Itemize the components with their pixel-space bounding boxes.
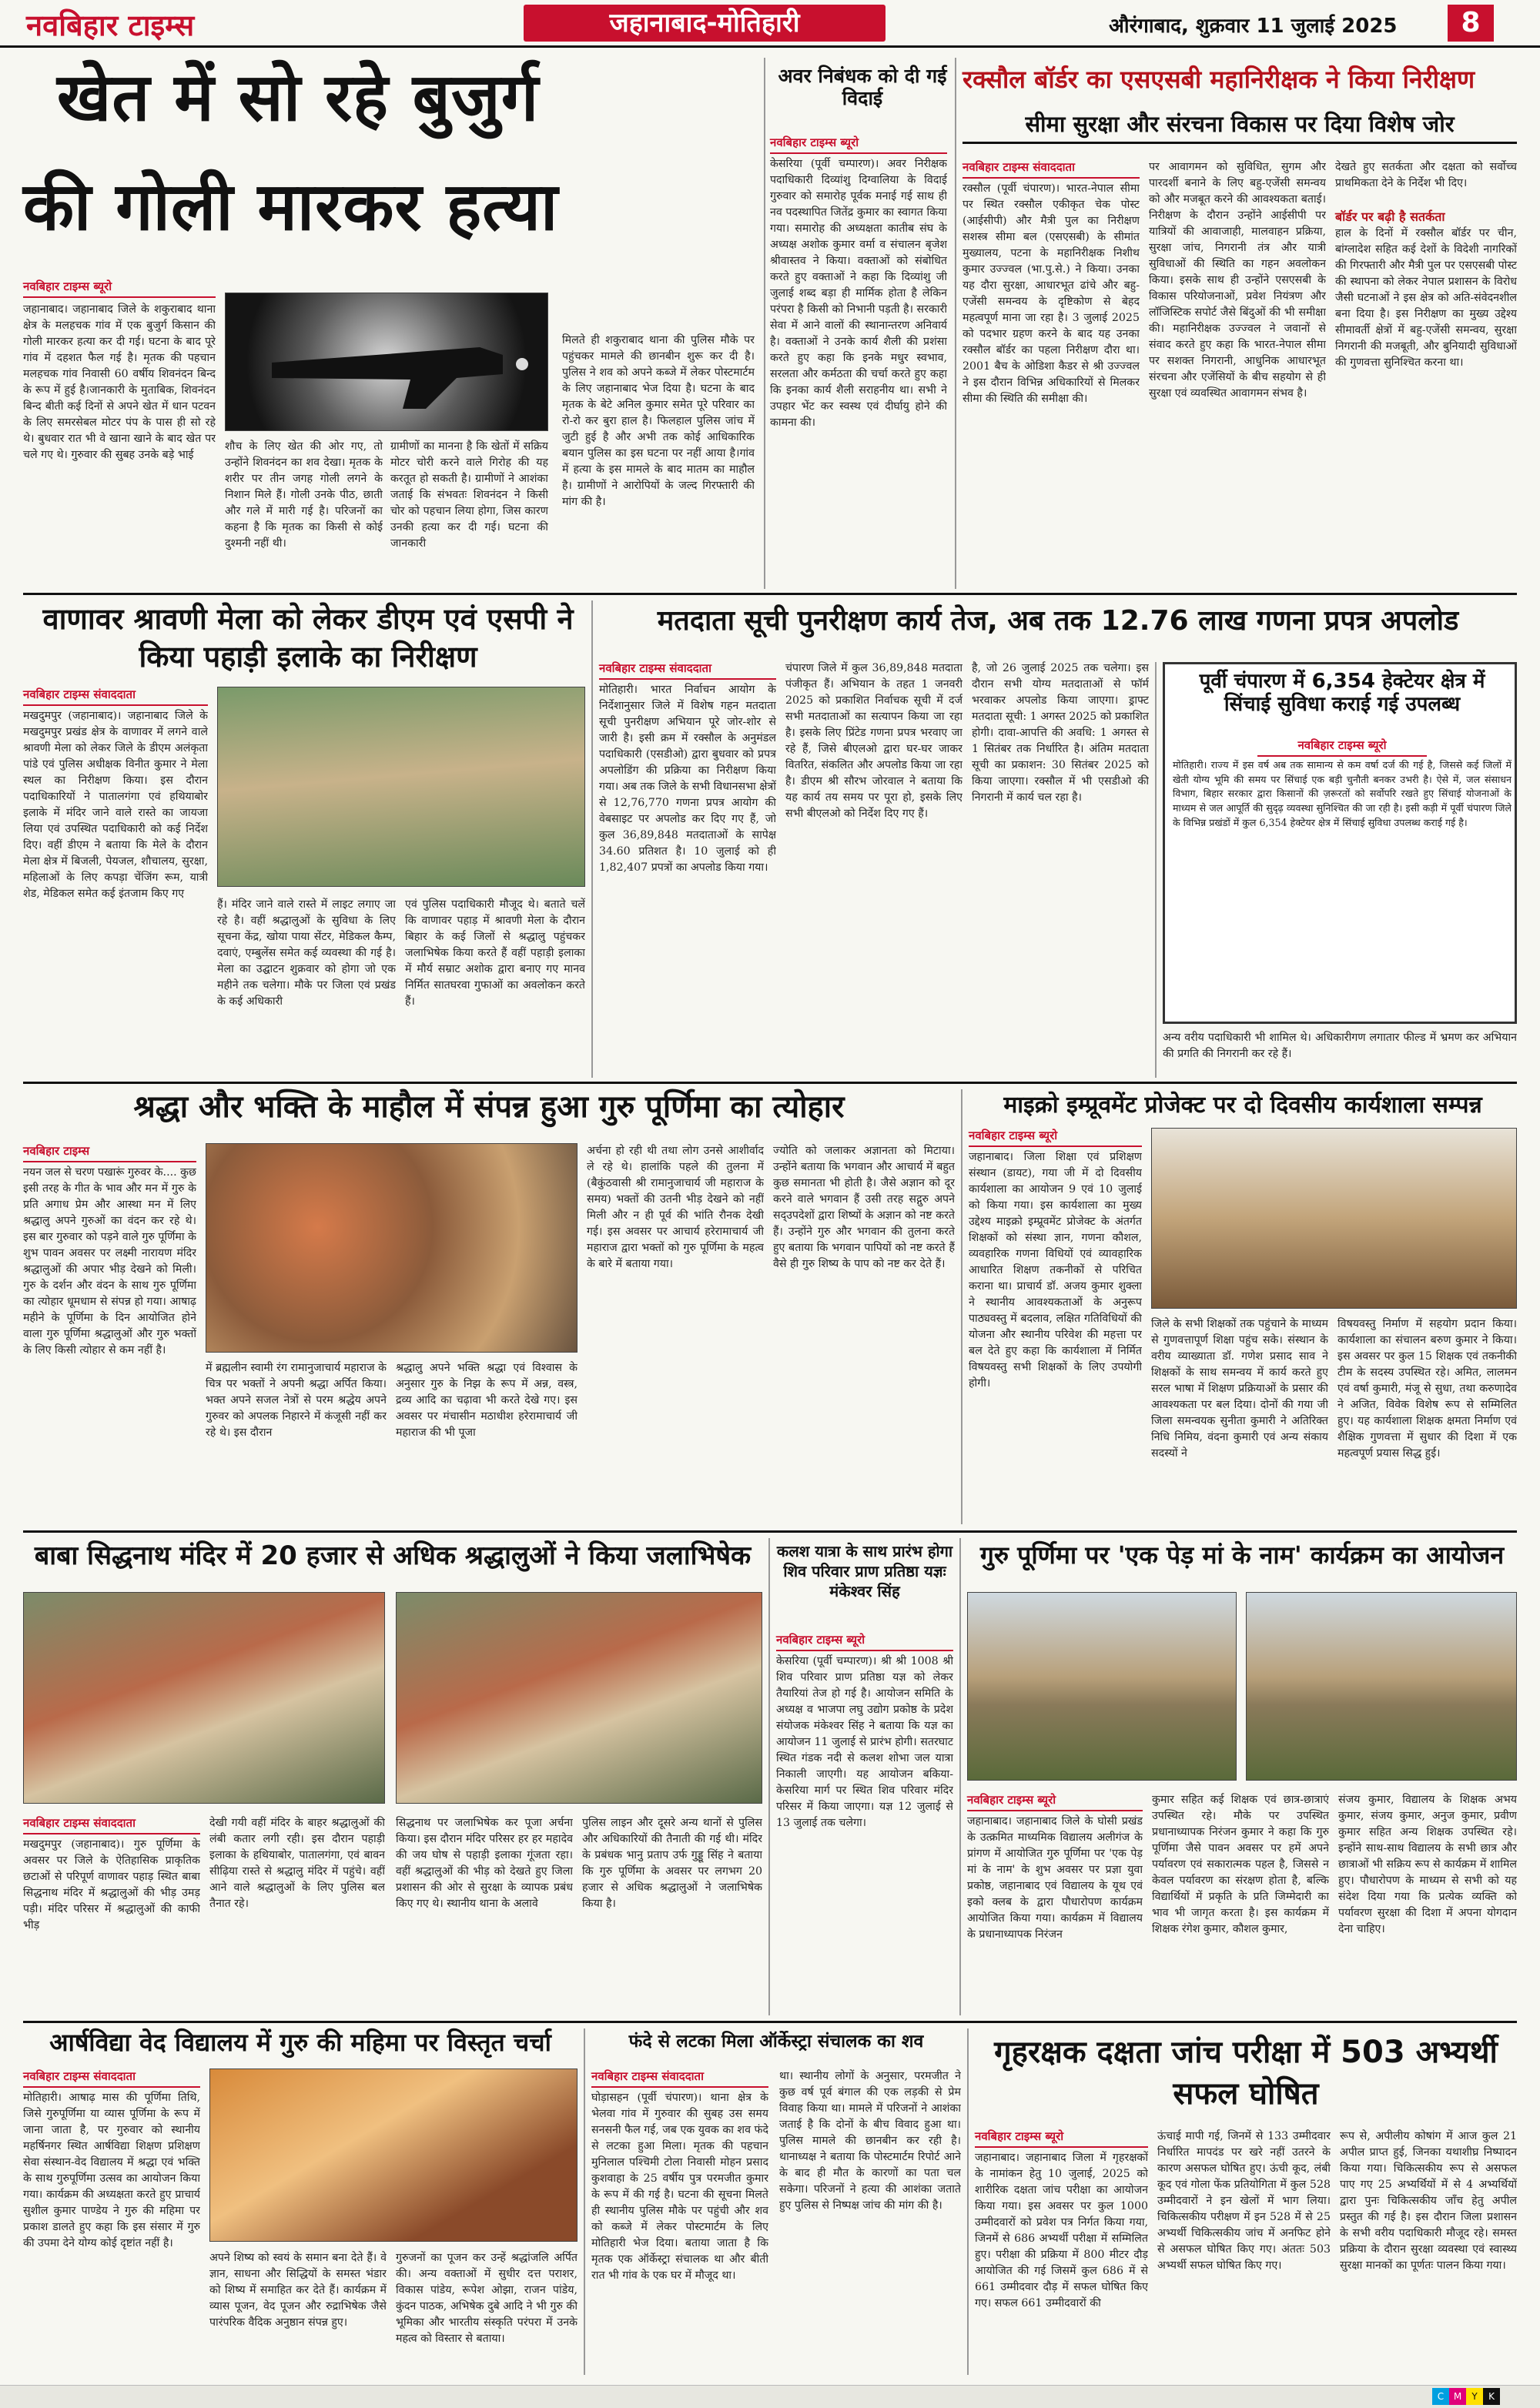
- story-mela: [23, 600, 585, 1078]
- column-divider: [591, 600, 593, 1078]
- registration-marks: [1432, 2388, 1517, 2405]
- story-homeguard: [975, 2028, 1517, 2375]
- story-voterlist-headline: मतदाता सूची पुनरीक्षण कार्य तेज, अब तक 12.76 लाख गणना प्रपत्र अपलोड: [657, 605, 1459, 637]
- dateline: औरंगाबाद, शुक्रवार 11 जुलाई 2025: [1109, 15, 1398, 38]
- story-guru-purnima-col4: अर्चना हो रही थी तथा लोग उनसे आशीर्वाद ले रहे थे। हालांकि पहले की तुलना में (बैकुंठवासी श्री रामानुजाचार्य जी महाराज के समय) भक्तों की उतनी भीड़ देखने को नहीं मिली और न ही पूर्व की भांति रौनक देखी गई। इस अवसर पर आचार्य हरेरामाचार्य जी महाराज द्वारा भक्तों को गुरु पूर्णिमा के महत्व के बारे में बताया गया।: [587, 1145, 764, 1271]
- story-murder: [23, 54, 762, 589]
- story-ved-vidyalaya-col3: गुरुजनों का पूजन कर उन्हें श्रद्धांजलि अर्पित की। अन्य वक्ताओं में सुधीर दत्त पराशर, विकास पांडेय, रूपेश ओझा, राजन पांडेय, कुंदन पाठक, अभिषेक दुबे आदि ने भी गुरु की भूमिका और भारतीय संस्कृति परंपरा में उनके महत्व को विस्तार से बताया।: [396, 2252, 578, 2346]
- story-irrigation-byline: नवबिहार टाइम्स ब्यूरो: [1257, 737, 1427, 757]
- story-tree-plantation-col1: जहानाबाद। जहानाबाद जिले के घोसी प्रखंड के उत्क्रमित माध्यमिक विद्यालय अलीगंज के प्रांगण में आयोजित गुरु पूर्णिमा पर 'एक पेड़ मां के नाम' के शुभ अवसर पर प्रज्ञा युवा प्रकोष्ठ, जहानाबाद एवं विद्यालय के यूथ एवं इको क्लब के द्वारा पौधारोपण कार्यक्रम आयोजित किया गया। कार्यक्रम में विद्यालय के प्रधानाध्यापक निरंजन: [967, 1815, 1143, 1941]
- story-homeguard-col1: जहानाबाद। जहानाबाद जिला में गृहरक्षकों के नामांकन हेतु 10 जुलाई, 2025 को शारीरिक दक्षता जांच परीक्षा का आयोजन किया गया। इस अवसर पर कुल 1000 उम्मीदवारों को प्रवेश पत्र निर्गत किया गया, जिनमें से 686 अभ्यर्थी परीक्षा में सम्मिलित हुए। परीक्षा की प्रक्रिया में 800 मीटर दौड़ आयोजित की गई जिसमें कुल 686 में से 661 उम्मीदवार दौड़ में सफल घोषित किए गए। सफल 661 उम्मीदवारों की: [975, 2152, 1148, 2310]
- story-yagya-headline: कलश यात्रा के साथ प्रारंभ होगा शिव परिवार प्राण प्रतिष्ठा यज्ञः मंकेश्वर सिंह: [776, 1542, 953, 1600]
- story-voterlist-byline: नवबिहार टाइम्स संवाददाता: [599, 661, 776, 680]
- story-siddhnath-col4: पुलिस लाइन और दूसरे अन्य थानों से पुलिस और अधिकारियों की तैनाती की गई थी। मंदिर के प्रबंधक भानु प्रताप उर्फ गुड्डू सिंह ने बताया कि गुरु पूर्णिमा के अवसर पर लगभग 20 हजार से अधिक श्रद्धालुओं ने जलाभिषेक किया है।: [582, 1817, 762, 1911]
- story-guru-purnima-headline: श्रद्धा और भक्ति के माहौल में संपन्न हुआ गुरु पूर्णिमा का त्योहार: [133, 1089, 845, 1125]
- story-mela-byline: नवबिहार टाइम्स संवाददाता: [23, 687, 208, 706]
- story-ved-vidyalaya-col1: मोतिहारी। आषाढ़ मास की पूर्णिमा तिथि, जिसे गुरुपूर्णिमा या व्यास पूर्णिमा के रूप में जाना जाता है, पर गुरुवार को स्थानीय महर्षिनगर स्थित आर्षविद्या शिक्षण प्रशिक्षण सेवा संस्थान-वेद विद्यालय में श्रद्धा एवं भक्ति के साथ गुरुपूर्णिमा उत्सव का आयोजन किया गया। कार्यक्रम की अध्यक्षता करते हुए प्राचार्य सुशील कुमार पाण्डेय ने गुरु की महिमा पर प्रकाश डालते हुए कहा कि इस संसार में गुरु की उपमा देने योग्य कोई दृष्टांत नहीं है।: [23, 2092, 200, 2250]
- story-murder-byline: नवबिहार टाइम्स ब्यूरो: [23, 279, 216, 298]
- story-guru-purnima-col5: ज्योति को जलाकर अज्ञानता को मिटाया। उन्होंने बताया कि भगवान और आचार्य में बहुत कुछ समानता भी होती है। जैसे अज्ञान को दूर करने वाले भगवान हैं उसी तरह सद्गुरु अपने सद्उपदेशों द्वारा शिष्यों के अज्ञान को नष्ट करते हैं। उन्होंने गुरु और भगवान की तुलना करते हुए बताया कि भगवान पापियों को नष्ट करते हैं वैसे ही गुरु शिष्य के पाप को नष्ट कर देते हैं।: [773, 1145, 955, 1271]
- story-homeguard-headline: गृहरक्षक दक्षता जांच परीक्षा में 503 अभ्यर्थी सफल घोषित: [994, 2035, 1498, 2112]
- story-mela-col2: हैं। मंदिर जाने वाले रास्ते में लाइट लगाए जा रहे है। वहीं श्रद्धालुओं के सुविधा के लिए सूचना केंद्र, खोया पाया सेंटर, मेडिकल कैम्प, दवाएं, एम्बुलेंस समेत कई व्यवस्था की गई है। मेला का उद्घाटन शुक्रवार को होगा जो एक महीने तक चलेगा। मौके पर जिला एवं प्रखंड के कई अधिकारी: [217, 898, 396, 1008]
- story-siddhnath-col2: देखी गयी वहीं मंदिर के बाहर श्रद्धालुओं की लंबी कतार लगी रही। इस दौरान पहाड़ी इलाका के हथियाबोर, पातालगंगा, एवं बावन सीढ़िया रास्ते से श्रद्धालु मंदिर में पहुंचे। वहीं आने वाले श्रद्धालुओं के लिए पुलिस बल तैनात रहे।: [209, 1817, 385, 1911]
- story-orchestra-headline: फंदे से लटका मिला ऑर्केस्ट्रा संचालक का शव: [628, 2032, 924, 2052]
- column-divider: [1155, 662, 1157, 1078]
- yellow-mark: Y: [1466, 2388, 1483, 2405]
- section-rule: [23, 1530, 1517, 1533]
- story-tree-plantation-col3: संजय कुमार, विद्यालय के शिक्षक अभय कुमार, संजय कुमार, अनुज कुमार, प्रवीण कुमार सहित अन्य शिक्षक उपस्थित रहे। इन्होंने साथ-साथ विद्यालय के सभी छात्र और छात्राओं भी सक्रिय रूप से कार्यक्रम में शामिल हुए। पौधारोपण के माध्यम से सभी को यह संदेश दिया गया कि प्रत्येक व्यक्ति को पर्यावरण सुरक्षा की दिशा में अपना योगदान देना चाहिए।: [1338, 1794, 1517, 1936]
- story-murder-headline-1: खेत में सो रहे बुजुर्ग: [57, 59, 540, 136]
- section-banner: जहानाबाद-मोतिहारी: [524, 5, 886, 42]
- column-divider: [768, 1538, 770, 2015]
- cyan-mark: C: [1432, 2388, 1449, 2405]
- story-siddhnath-col3: सिद्धनाथ पर जलाभिषेक कर पूजा अर्चना किया। इस दौरान मंदिर परिसर हर हर महादेव की जय घोष से पहाड़ी इलाका गूंजता रहा। वहीं श्रद्धालुओं की भीड़ को देखते हुए जिला प्रशासन की ओर से सुरक्षा के व्यापक प्रबंध किए गए थे। स्थानीय थाना के अलावे: [396, 1817, 573, 1911]
- temple-photo-1: [23, 1592, 385, 1804]
- story-tree-plantation-byline: नवबिहार टाइम्स ब्यूरो: [967, 1792, 1143, 1811]
- story-yagya-byline: नवबिहार टाइम्स ब्यूरो: [776, 1632, 953, 1651]
- temple-photo-2: [396, 1592, 762, 1804]
- story-yagya-text: केसरिया (पूर्वी चम्पारण)। श्री श्री 1008 श्री शिव परिवार प्राण प्रतिष्ठा यज्ञ को लेकर तैयारियां तेज हो गई है। आयोजन समिति के अध्यक्ष व भाजपा लघु उद्योग प्रकोष्ठ के प्रदेश संयोजक मंकेश्वर सिंह ने बताया कि यज्ञ का आयोजन 11 जुलाई से प्रारंभ होगी। सतरघाट स्थित गंडक नदी से कलश शोभा जल यात्रा निकाली जाएगी। यह आयोजन बकिया-केसरिया मार्ग पर स्थित शिव परिवार मंदिर परिसर में किया जाएगा। यज्ञ 12 जुलाई से 13 जुलाई तक चलेगा।: [776, 1655, 953, 1830]
- column-divider: [584, 2028, 585, 2375]
- story-tree-plantation: [967, 1538, 1517, 2015]
- story-voterlist-col3: है, जो 26 जुलाई 2025 तक चलेगा। इस दौरान सभी योग्य मतदाताओं से फॉर्म भरवाकर अपलोड किया जाएगा। ड्राफ्ट मतदाता सूची: 1 अगस्त 2025 को प्रकाशित होगी। दावा-आपत्ति की अवधि: 1 अगस्त से 1 सितंबर तक निर्धारित है। अंतिम मतदाता सूची का प्रकाशन: 30 सितंबर 2025 को किया जाएगा। रक्सौल में भी एसडीओ की निगरानी में कार्य चल रहा है।: [972, 662, 1149, 804]
- section-rule: [23, 593, 1517, 595]
- story-ssb-col2: पर आवागमन को सुविधित, सुगम और पारदर्शी बनाने के लिए बहु-एजेंसी समन्वय को और मजबूत करने की आवश्यकता बताई। निरीक्षण के दौरान उन्होंने आईसीपी पर यात्रियों की आवाजाही, मालवाहन प्रक्रिया, सुरक्षा जांच, निगरानी तंत्र और यात्री सुविधाओं की स्थिति का गहन अवलोकन किया। इसके साथ ही उन्होंने एसएसबी के विकास परियोजनाओं, प्रवेश नियंत्रण और लॉजिस्टिक सपोर्ट जैसे बिंदुओं की भी समीक्षा की। महानिरीक्षक उज्ज्वल ने जवानों से संवाद करते हुए कहा कि भारत-नेपाल सीमा पर सशक्त निगरानी, आधुनिक आधारभूत संरचना और एजेंसियों के बीच सहयोग से ही सुरक्षा एवं व्यवस्थित आवागमन संभव है।: [1149, 161, 1326, 400]
- story-siddhnath: [23, 1538, 762, 2015]
- page-number: 8: [1448, 5, 1494, 42]
- story-orchestra-col2: था। स्थानीय लोगों के अनुसार, परमजीत ने कुछ वर्ष पूर्व बंगाल की एक लड़की से प्रेम विवाह किया था। मामले में परिजनों ने आशंका जताई है कि दोनों के बीच विवाद हुआ था। पुलिस मामले की छानबीन कर रही है। थानाध्यक्ष ने बताया कि पोस्टमार्टम रिपोर्ट आने के बाद ही मौत के कारणों का पता चल सकेगा। परिजनों ने हत्या की आशंका जताते हुए पुलिस से निष्पक्ष जांच की मांग की है।: [779, 2070, 961, 2212]
- story-mela-col1: मखदुमपुर (जहानाबाद)। जहानाबाद जिले के मखदुमपुर प्रखंड क्षेत्र के वाणावर में लगने वाले श्रावणी मेला को लेकर जिले के डीएम अलंकृता पांडे एवं पुलिस अधीक्षक विनीत कुमार ने मेला स्थल का निरीक्षण किया। इस दौरान पदाधिकारियों ने पातालगंगा एवं हथियाबोर इलाके में मंदिर जाने वाले रास्ते का जायजा लिया एवं उपस्थित पदाधिकारी को कई निर्देश दिए। वहीं डीएम ने बताया कि मेले के दौरान मेला क्षेत्र में बिजली, पेयजल, शौचालय, सुरक्षा, महिलाओं के लिए कपड़ा चेंजिंग रूम, यात्री शेड, मेडिकल समेत कई इंतजाम किए गए: [23, 710, 208, 901]
- column-divider: [764, 58, 765, 589]
- story-irrigation-text: मोतिहारी। राज्य में इस वर्ष अब तक सामान्य से कम वर्षा दर्ज की गई है, जिससे कई जिलों में खेती योग्य भूमि की समय पर सिंचाई एक बड़ी चुनौती बनकर उभरी है। ऐसे में, जल संसाधन विभाग, बिहार सरकार द्वारा किसानों की ज़रूरतों को सर्वोपरि रखते हुए सिंचाई योजनाओं के माध्यम से जल आपूर्ति की सुदृढ़ व्यवस्था सुनिश्चित की जा रही है। इसी कड़ी में पूर्वी चंपारण जिले के विभिन्न प्रखंडों में कुल 6,354 हेक्टेयर क्षेत्र में सिंचाई सुविधा उपलब्ध कराई गई है।: [1173, 759, 1512, 828]
- story-murder-col2: शौच के लिए खेत की ओर गए, तो उन्होंने शिवनंदन का शव देखा। मृतक के शरीर पर तीन जगह गोली लगने के निशान मिले हैं। गोली उनके पीठ, छाती और गले में मारी गई है। परिजनों का कहना है कि मृतक का किसी से कोई दुश्मनी नहीं थी।: [225, 440, 383, 550]
- story-siddhnath-byline: नवबिहार टाइम्स संवाददाता: [23, 1815, 200, 1834]
- story-guru-purnima-col2: में ब्रह्मलीन स्वामी रंग रामानुजाचार्य महाराज के चित्र पर भक्तों ने अपनी श्रद्धा अर्पित किया। भक्त अपने सजल नेत्रों से परम श्रद्धेय अपने गुरुवर को अपलक निहारने में कंजूसी नहीं कर रहे थे। इस दौरान: [206, 1362, 387, 1440]
- paper-name: नवबिहार टाइम्स: [26, 8, 195, 42]
- story-workshop-col3: विषयवस्तु निर्माण में सहयोग प्रदान किया। कार्यशाला का संचालन बरुण कुमार ने किया। इस अवसर पर कुल 15 शिक्षक एवं तकनीकी टीम के सदस्य उपस्थित रहे। अमित, लालमन एवं वर्षा कुमारी, मंजू से सुधा, तथा करुणादेव ने अजित, विवेक विशेष रूप से सम्मिलित हुए। यह कार्यशाला शिक्षक क्षमता निर्माण एवं शैक्षिक गुणवत्ता में सुधार की दिशा में एक महत्वपूर्ण प्रयास सिद्ध हुई।: [1337, 1318, 1517, 1460]
- story-workshop-col2: जिले के सभी शिक्षकों तक पहुंचाने के माध्यम से गुणवत्तापूर्ण शिक्षा पहुंच सके। संस्थान के वरीय व्याख्याता डॉ. गणेश प्रसाद साव ने शिक्षकों के साथ समन्वय में कार्य करते हुए सरल भाषा में शिक्षण प्रक्रियाओं के प्रसार की आवश्यकता पर बल दिया। दोनों की गया जी जिला समन्वयक सुनीता कुमारी ने अतिरिक्त निधि निमिय, वंदना कुमारी एवं अन्य संकाय सदस्यों ने: [1151, 1318, 1328, 1460]
- story-mela-headline: वाणावर श्रावणी मेला को लेकर डीएम एवं एसपी ने किया पहाड़ी इलाके का निरीक्षण: [42, 602, 574, 674]
- gun-illustration-icon: [226, 293, 548, 431]
- story-ved-vidyalaya-byline: नवबिहार टाइम्स संवाददाता: [23, 2069, 200, 2088]
- story-orchestra-col1: घोड़ासहन (पूर्वी चंपारण)। थाना क्षेत्र के भेलवा गांव में गुरुवार की सुबह उस समय सनसनी फैल गई, जब एक युवक का शव फंदे से लटका हुआ मिला। मृतक की पहचान मुनिलाल पश्चिमी टोला निवासी मोहन प्रसाद कुशवाहा के 25 वर्षीय पुत्र परमजीत कुमार के रूप में की गई है। घटना की सूचना मिलते ही स्थानीय पुलिस मौके पर पहुंची और शव को कब्जे में लेकर पोस्टमार्टम के लिए मोतिहारी भेज दिया। बताया जाता है कि मृतक एक ऑर्केस्ट्रा संचालक था और बीती रात भी गांव के एक घर में मौजूद था।: [591, 2092, 768, 2283]
- story-workshop-headline: माइक्रो इम्प्रूवमेंट प्रोजेक्ट पर दो दिवसीय कार्यशाला सम्पन्न: [1003, 1092, 1482, 1119]
- story-homeguard-col2: ऊंचाई मापी गई, जिनमें से 133 उम्मीदवार निर्धारित मापदंड पर खरे नहीं उतरने के कारण असफल घोषित हुए। ऊंची कूद, लंबी कूद एवं गोला फेंक प्रतियोगिता में कुल 528 उम्मीदवारों ने इन खेलों में भाग लिया। चिकित्सकीय परीक्षण में इन 528 में से 25 अभ्यर्थी चिकित्सकीय जांच में अनफिट होने से असफल घोषित किए गए। अंततः 503 अभ्यर्थी सफल घोषित किए गए।: [1157, 2130, 1331, 2273]
- story-workshop-byline: नवबिहार टाइम्स ब्यूरो: [969, 1128, 1142, 1147]
- story-mela-col3: एवं पुलिस पदाधिकारी मौजूद थे। बताते चलें कि वाणावर पहाड़ में श्रावणी मेला के दौरान बिहार के कई जिलों से श्रद्धालु पहुंचकर जलाभिषेक किया करते हैं वहीं पहाड़ी इलाका में मौर्य सम्राट अशोक द्वारा बनाए गए मानव निर्मित सातघरवा गुफाओं का अवलोकन करते हैं।: [405, 898, 585, 1008]
- guru-purnima-crowd-photo: [206, 1143, 578, 1353]
- story-ssb-col3b: हाल के दिनों में रक्सौल बॉर्डर पर चीन, बांग्लादेश सहित कई देशों के विदेशी नागरिकों की गिरफ्तारी और मैत्री पुल पर एसएसबी पोस्ट की स्थापना को लेकर नेपाल प्रशासन के विरोध जैसी घटनाओं ने इस क्षेत्र को अति-संवेदनशील बना दिया है। इस निरीक्षण का मुख्य उद्देश्य सीमावर्ती क्षेत्रों में बहु-एजेंसी समन्वय, सुरक्षा निगरानी की मजबूती, और बुनियादी सुविधाओं की गुणवत्ता सुनिश्चित करना था।: [1335, 227, 1517, 370]
- story-farewell-byline: नवबिहार टाइम्स ब्यूरो: [770, 135, 947, 154]
- story-workshop-col1: जहानाबाद। जिला शिक्षा एवं प्रशिक्षण संस्थान (डायट), गया जी में दो दिवसीय कार्यशाला का आयोजन 9 एवं 10 जुलाई को किया गया। इस कार्यशाला का मुख्य उद्देश्य माइक्रो इम्प्रूवमेंट प्रोजेक्ट के अंतर्गत शिक्षकों को संस्था ज्ञान, गणना कौशल, व्यवहारिक गणना विधियों एवं व्यावहारिक आधारित शिक्षण तकनीकों से परिचित कराना था। प्राचार्य डॉ. अजय कुमार शुक्ला ने स्थानीय आवश्यकताओं के अनुरूप पाठ्यवस्तु में बदलाव, लक्षित गतिविधियों की योजना और स्थानीय परिवेश की महत्ता पर बल देते हुए कहा कि कार्यशाला में निर्मित विषयवस्तु सभी शिक्षकों के लिए उपयोगी होगी।: [969, 1151, 1142, 1390]
- story-ssb-subheadline: सीमा सुरक्षा और संरचना विकास पर दिया विशेष जोर: [962, 112, 1517, 144]
- story-voterlist-col2: चंपारण जिले में कुल 36,89,848 मतदाता पंजीकृत हैं। अभियान के तहत 1 जनवरी 2025 को प्रकाशित निर्वाचक सूची में दर्ज सभी मतदाताओं का सत्यापन किया जा रहा है। इसके लिए प्रिंटेड गणना प्रपत्र भरवाए जा रहे हैं, जिसे बीएलओ द्वारा घर-घर जाकर वितरित, संकलित और अपलोड किया जा रहा है। डीएम श्री सौरभ जोरवाल ने बताया कि यह कार्य तय समय पर पूरा हो, इसके लिए सभी बीएलओ को निर्देश दिए गए हैं।: [785, 662, 962, 821]
- story-guru-purnima: [23, 1089, 955, 1524]
- story-orchestra: [591, 2028, 961, 2375]
- section-rule: [23, 1082, 1517, 1084]
- story-irrigation-headline: पूर्वी चंपारण में 6,354 हेक्टेयर क्षेत्र में सिंचाई सुविधा कराई गई उपलब्ध: [1199, 670, 1485, 716]
- story-murder-headline-2: की गोली मारकर हत्या: [23, 169, 559, 246]
- story-ved-vidyalaya: [23, 2028, 578, 2375]
- story-murder-col4: मिलते ही शकुराबाद थाना की पुलिस मौके पर पहुंचकर मामले की छानबीन शुरू कर दी है। पुलिस ने शव को अपने कब्जे में लेकर पोस्टमार्टम के लिए जहानाबाद भेज दिया है। घटना के बाद मृतक के बेटे अनिल कुमार समेत पूरे परिवार का रो-रो कर बुरा हाल है। फिलहाल पुलिस जांच में जुटी हुई है और अभी तक कोई आधिकारिक बयान पुलिस का इस घटना पर नहीं आया है।गांव में हत्या के इस मामले के बाद मातम का माहौल है। ग्रामीणों ने आरोपियों के जल्द गिरफ्तारी की मांग की है।: [562, 334, 755, 509]
- story-tree-plantation-col2: कुमार सहित कई शिक्षक एवं छात्र-छात्राएं उपस्थित रहे। मौके पर उपस्थित प्रधानाध्यापक निरंजन कुमार ने कहा कि गुरु पूर्णिमा जैसे पावन अवसर पर हमें अपने पर्यावरण एवं सकारात्मक पहल है, जिससे न केवल पर्यावरण का संरक्षण होता है, बल्कि विद्यार्थियों में प्रकृति के प्रति जिम्मेदारी का भाव भी जागृत करता है। इस कार्यक्रम में शिक्षक रंगेश कुमार, कौशल कुमार,: [1152, 1794, 1329, 1936]
- plantation-photo-1: [967, 1592, 1237, 1781]
- story-ssb-byline: नवबिहार टाइम्स संवाददाता: [962, 159, 1140, 179]
- story-siddhnath-col1: मखदुमपुर (जहानाबाद)। गुरु पूर्णिमा के अवसर पर जिले के ऐतिहासिक प्राकृतिक छटाओं से परिपूर्ण वाणावर पहाड़ स्थित बाबा सिद्धनाथ मंदिर में श्रद्धालुओं की भीड़ उमड़ पड़ी। मंदिर परिसर में श्रद्धालुओं की काफी भीड़: [23, 1838, 200, 1932]
- story-irrigation: [1163, 662, 1517, 1024]
- story-ssb: [962, 58, 1517, 589]
- story-siddhnath-headline: बाबा सिद्धनाथ मंदिर में 20 हजार से अधिक श्रद्धालुओं ने किया जलाभिषेक: [34, 1540, 752, 1571]
- story-murder-col3: ग्रामीणों का मानना है कि खेतों में सक्रिय मोटर चोरी करने वाले गिरोह की यह करतूत हो सकती है। ग्रामीणों ने आशंका जताई कि संभवतः शिवनंदन ने किसी चोर को पहचान लिया होगा, जिस कारण उनकी हत्या कर दी गई। घटना की जानकारी: [390, 440, 548, 550]
- masthead: [0, 0, 1540, 48]
- column-divider: [967, 2028, 969, 2375]
- story-ssb-col1: रक्सौल (पूर्वी चंपारण)। भारत-नेपाल सीमा पर स्थित रक्सौल एकीकृत चेक पोस्ट (आईसीपी) और मैत्री पुल का निरीक्षण सशस्त्र सीमा बल (एसएसबी) के सीमांत मुख्यालय, पटना के महानिरीक्षक निशीथ कुमार उज्ज्वल (भा.पु.से.) ने किया। उनका यह दौरा सुरक्षा, आधारभूत ढांचे और बहु-एजेंसी समन्वय के दृष्टिकोण से बेहद महत्वपूर्ण माना जा रहा है। 3 जुलाई 2025 को पदभार ग्रहण करने के बाद यह उनका रक्सौल बॉर्डर का पहला निरीक्षण दौरा था। 2001 बैच के ओडिशा कैडर से श्री उज्ज्वल ने इस दौरान विभिन्न अधिकारियों से मिलकर सीमा की स्थिति की समीक्षा की।: [962, 182, 1140, 406]
- story-homeguard-col3: रूप से, अपीलीय कोषांग में आज कुल 21 अपील प्राप्त हुई, जिनका यथाशीघ्र निष्पादन किया गया। चिकित्सकीय रूप से असफल पाए गए 25 अभ्यर्थियों में से 4 अभ्यर्थियों द्वारा पुनः चिकित्सकीय जाँच हेतु अपील प्रस्तुत की गई है। इस दौरान जिला प्रशासन के सभी वरीय पदाधिकारी मौजूद रहे। समस्त प्रक्रिया के दौरान सुरक्षा व्यवस्था एवं स्वास्थ्य सुरक्षा मानकों का पूर्णतः पालन किया गया।: [1340, 2130, 1517, 2273]
- magenta-mark: M: [1449, 2388, 1466, 2405]
- story-workshop: [969, 1089, 1517, 1524]
- column-divider: [959, 1538, 961, 2015]
- story-voterlist-col1: मोतिहारी। भारत निर्वाचन आयोग के निर्देशानुसार जिले में विशेष गहन मतदाता सूची पुनरीक्षण अभियान पूरे जोर-शोर से जारी है। इसी क्रम में रक्सौल के अनुमंडल पदाधिकारी (एसडीओ) द्वारा बुधवार को प्रपत्र अपलोडिंग की प्रक्रिया का निरीक्षण किया गया। अब तक जिले के सभी विधानसभा क्षेत्रों से 12,76,770 गणना प्रपत्र आयोग की वेबसाइट पर अपलोड कर दिए गए हैं, जो कुल 36,89,848 मतदाताओं के सापेक्ष 34.60 प्रतिशत है। 10 जुलाई को ही 1,82,407 प्रपत्रों का अपलोड किया गया।: [599, 684, 776, 875]
- column-divider: [955, 58, 956, 589]
- story-homeguard-byline: नवबिहार टाइम्स ब्यूरो: [975, 2129, 1148, 2148]
- column-divider: [961, 1089, 962, 1524]
- footer-bar: [0, 2385, 1540, 2408]
- story-ssb-col3: देखते हुए सतर्कता और दक्षता को सर्वोच्च प्राथमिकता देने के निर्देश भी दिए।: [1335, 161, 1517, 190]
- story-ved-vidyalaya-col2: अपने शिष्य को स्वयं के समान बना देते हैं। वे ज्ञान, साधना और सिद्धियों के समस्त भंडार को शिष्य में समाहित कर देते हैं। कार्यक्रम में व्यास पूजन, वेद पूजन और रुद्राभिषेक जैसे पारंपरिक वैदिक अनुष्ठान संपन्न हुए।: [209, 2252, 387, 2329]
- story-farewell: [770, 58, 947, 589]
- story-farewell-headline: अवर निबंधक को दी गई विदाई: [778, 65, 947, 109]
- story-guru-purnima-col1: नयन जल से चरण पखारूं गुरुवर के.... कुछ इसी तरह के गीत के भाव और मन में गुरु के प्रति अगाध प्रेम और आस्था मन में लिए श्रद्धालु अपने गुरुओं का वंदन कर रहे थे। इस बार गुरुवार को पड़ने वाले गुरु पूर्णिमा के शुभ पावन अवसर पर लक्ष्मी नारायण मंदिर श्रद्धालुओं की अपार भीड़ देखने को मिली। गुरु के दर्शन और वंदन के साथ गुरु पूर्णिमा का त्योहार धूमधाम से संपन्न हो गया। आषाढ़ महीने के पूर्णिमा के दिन आयोजित होने वाला गुरु पूर्णिमा श्रद्धालुओं और गुरु भक्तों के लिए किसी त्योहार से कम नहीं है।: [23, 1166, 196, 1357]
- ved-vidyalaya-photo: [209, 2069, 578, 2242]
- gun-photo: [225, 293, 548, 431]
- story-guru-purnima-col3: श्रद्धालु अपने भक्ति श्रद्धा एवं विश्वास के अनुसार गुरु के निझ के रूप में अन्न, वस्त्र, द्रव्य आदि का चढ़ावा भी करते देखे गए। इस अवसर पर मंचासीन मठाधीश हरेरामाचार्य जी महाराज की भी पूजा: [396, 1362, 578, 1440]
- story-ved-vidyalaya-headline: आर्षविद्या वेद विद्यालय में गुरु की महिमा पर विस्तृत चर्चा: [49, 2028, 551, 2057]
- mela-inspection-photo: [217, 687, 585, 887]
- story-yagya: [776, 1538, 953, 2015]
- story-ssb-headline: रक्सौल बॉर्डर का एसएसबी महानिरीक्षक ने किया निरीक्षण: [962, 65, 1475, 94]
- story-tree-plantation-headline: गुरु पूर्णिमा पर 'एक पेड़ मां के नाम' कार्यक्रम का आयोजन: [979, 1540, 1505, 1570]
- story-irrigation-text2: अन्य वरीय पदाधिकारी भी शामिल थे। अधिकारीगण लगातार फील्ड में भ्रमण कर अभियान की प्रगति की निगरानी कर रहे हैं।: [1163, 1032, 1517, 1061]
- story-orchestra-byline: नवबिहार टाइम्स संवाददाता: [591, 2069, 768, 2088]
- story-murder-col1: जहानाबाद। जहानाबाद जिले के शकुराबाद थाना क्षेत्र के मलहचक गांव में एक बुजुर्ग किसान की गोली मारकर हत्या कर दी गई। घटना के बाद पूरे गांव में दहशत फैल गई है। मृतक की पहचान मलहचक गांव निवासी 60 वर्षीय शिवनंदन बिन्द के रूप में हुई है।जानकारी के मुताबिक, शिवनंदन बिन्द बीती कई दिनों से अपने खेत में धान पटवन के लिए समरसेबल मोटर पंप के पास ही सो रहे थे। बुधवार रात भी वे खाना खाने के बाद खेत पर चले गए थे। गुरुवार की सुबह उनके बड़े भाई: [23, 303, 216, 462]
- story-guru-purnima-byline: नवबिहार टाइम्स: [23, 1143, 196, 1162]
- section-rule: [23, 2021, 1517, 2023]
- story-ssb-subhead: बॉर्डर पर बढ़ी है सतर्कता: [1335, 209, 1445, 224]
- black-mark: K: [1483, 2388, 1500, 2405]
- plantation-photo-2: [1246, 1592, 1517, 1781]
- story-farewell-text: केसरिया (पूर्वी चम्पारण)। अवर निरीक्षक पदाधिकारी दिव्यांशु दिग्वालिया के विदाई गुरुवार को समारोह पूर्वक मनाई गई साथ ही नव पदस्थापित जितेंद्र कुमार का स्वागत किया गया। समारोह की अध्यक्षता कातीब संघ के अध्यक्ष अशोक कुमार वर्मा व संचालन बृजेश श्रीवास्तव ने किया। वक्ताओं को संबोधित करते हुए वक्ताओं ने कहा कि दिव्यांशु जी जुलाई शब्द बड़ा ही मार्मिक होता है लेकिन परंपरा है किसी को निभानी पड़ती है। सरकारी सेवा में आने वालों की स्थानान्तरण अनिवार्य है। वक्ताओं ने उनके कार्य शैली की प्रशंसा करते हुए कहा कि इनके मधुर स्वभाव, सरलता और कर्मठता की चर्चा करते हुए कहा कि इनका कार्य शैली सराहनीय था। सभी ने उपहार भेंट कर स्वस्थ एवं दीर्घायु होने की कामना की।: [770, 158, 947, 430]
- workshop-photo: [1151, 1128, 1517, 1309]
